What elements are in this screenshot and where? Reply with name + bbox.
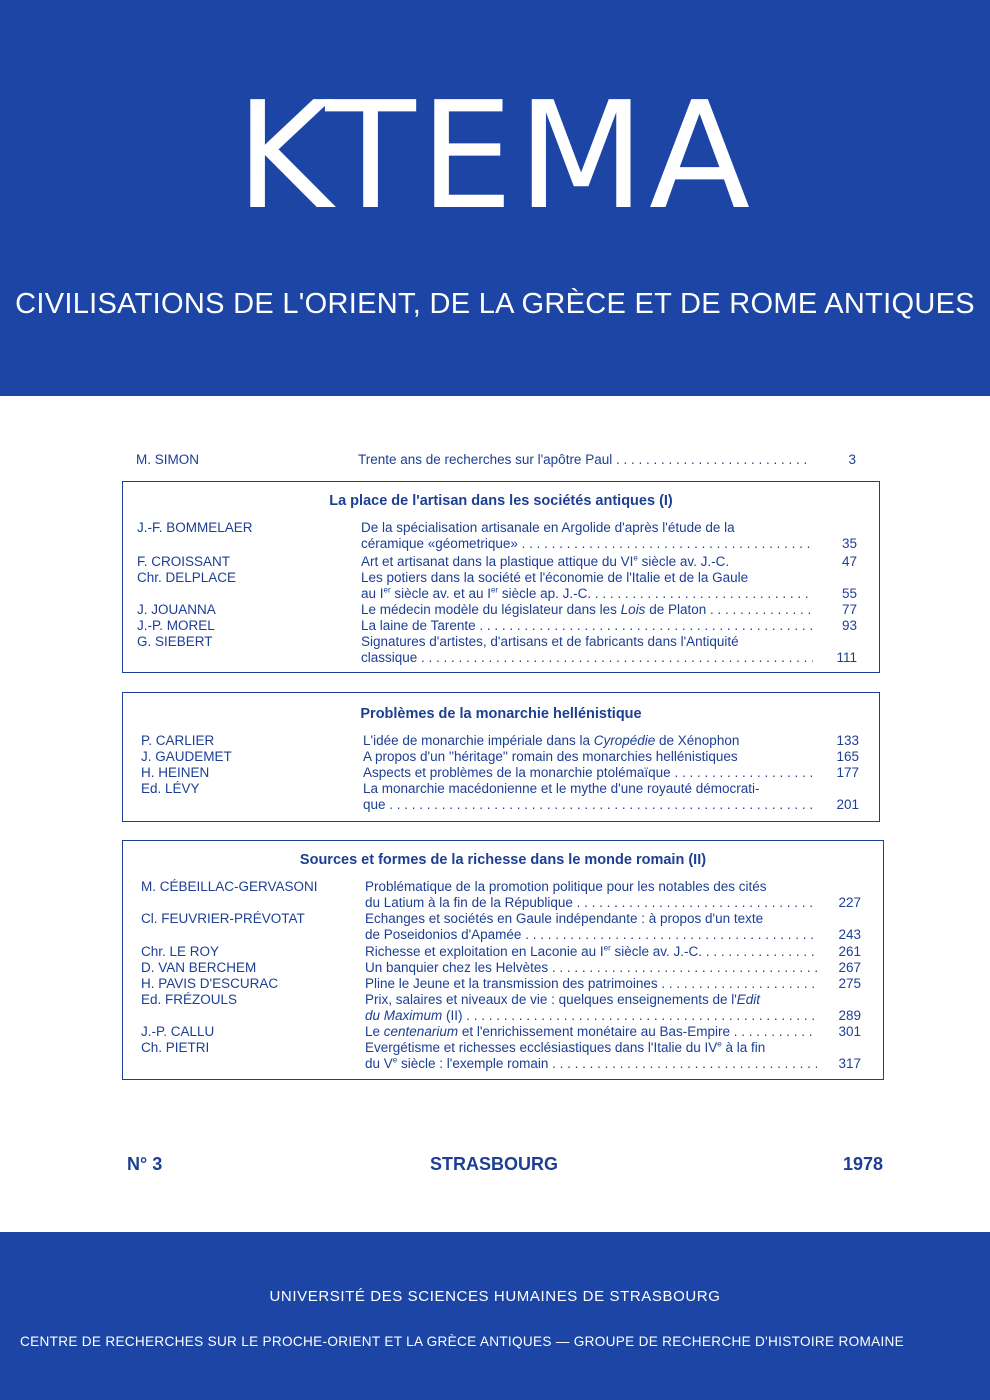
section-heading: Sources et formes de la richesse dans le monde romain (II) [299,852,707,868]
section-monarchie: Problèmes de la monarchie hellénistique P. CARLIER L'idée de monarchie impériale dans la Cyropédie de Xénophon 133 J. GAUDEMET A propos d'un ''héritage'' romain des monarchies hellénistiques 165 H. HEINEN Aspects et problèmes de la monarchie ptolémaïque . . . 177 Ed. LÉVY La monarchie macédonienne et le mythe d'une royauté démocrati- que . . . 201 [122,692,880,822]
entry-title: Trente ans de recherches sur l'apôtre Paul . . . [358,452,806,468]
entry-author: M. SIMON [136,452,199,467]
header-band [0,0,990,396]
toc-entry-intro [136,452,856,470]
section-heading: La place de l'artisan dans les sociétés antiques (I) [329,493,673,509]
city: STRASBOURG [430,1154,559,1174]
section-heading: Problèmes de la monarchie hellénistique [360,706,642,722]
issue-number: N° 3 [127,1154,163,1174]
section-richesse: Sources et formes de la richesse dans le monde romain (II) M. CÉBEILLAC-GERVASONI Problématique de la promotion politique pour les notables des cités du Latium à la fin de la République . . . 227 Cl. FEUVRIER-PRÉVOTAT Echanges et sociétés en Gaule indépendante : à propos d'un texte de Poseidonios d'Apamée . . . 243 Chr. LE ROY Richesse et exploitation en Laconie au Ier siècle av. J.-C. . . . 261 D. VAN BERCHEM Un banquier chez les Helvètes . . . 267 H. PAVIS D'ESCURAC Pline le Jeune et la transmission des patrimoines . . . 275 Ed. FRÉZOULS Prix, salaires et niveaux de vie : quelques enseignements de l'Edit du Maximum (II) . . . 289 J.-P. CALLU Le centenarium et l'enrichissement monétaire au Bas-Empire . . . 301 Ch. PIETRI Evergétisme et richesses ecclésiastiques dans l'Italie du IVe à la fin du Ve siècle : l'exemple romain . . . 317 [122,840,884,1080]
bottom-band [0,1232,990,1400]
journal-title: KTEMA [235,70,755,242]
year: 1978 [843,1154,884,1174]
section-artisan: La place de l'artisan dans les sociétés antiques (I) J.-F. BOMMELAER De la spécialisation artisanale en Argolide d'après l'étude de la céramique «géometrique» . . . 35 F. CROISSANT Art et artisanat dans la plastique attique du VIe siècle av. J.-C. 47 Chr. DELPLACE Les potiers dans la société et l'économie de l'Italie et de la Gaule au Ier siècle av. et au Ier siècle ap. J.-C. . . . 55 J. JOUANNA Le médecin modèle du législateur dans les Lois de Platon . . . 77 J.-P. MOREL La laine de Tarente . . . 93 G. SIEBERT Signatures d'artistes, d'artisans et de fabricants dans l'Antiquité classique . . . 111 [122,481,880,673]
entry-page: 3 [848,452,856,467]
journal-subtitle: CIVILISATIONS DE L'ORIENT, DE LA GRÈCE ET DE ROME ANTIQUES [15,288,975,320]
university-name: UNIVERSITÉ DES SCIENCES HUMAINES DE STRASBOURG [269,1288,721,1305]
research-centres: CENTRE DE RECHERCHES SUR LE PROCHE-ORIENT ET LA GRÈCE ANTIQUES — GROUPE DE RECHERCHE D'HISTOIRE ROMAINE [20,1334,904,1349]
